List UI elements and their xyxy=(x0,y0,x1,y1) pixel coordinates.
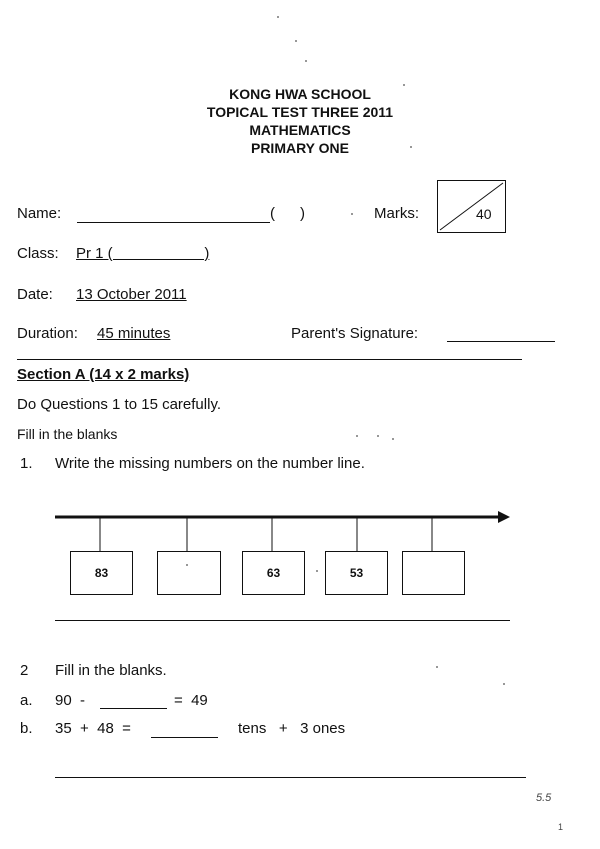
date-label: Date: xyxy=(17,286,53,303)
number-box-value: 83 xyxy=(94,566,109,580)
q2b-expression-start: 35 + 48 = xyxy=(55,720,131,737)
marks-total: 40 xyxy=(476,206,492,222)
q2b-label: b. xyxy=(20,720,33,737)
q2-number: 2 xyxy=(20,662,29,679)
name-label: Name: xyxy=(17,205,62,222)
duration-label: Duration: xyxy=(17,325,78,342)
school-name: KONG HWA SCHOOL xyxy=(229,86,371,102)
page-number: 1 xyxy=(558,822,564,832)
index-number-field[interactable]: ( ) xyxy=(270,205,305,222)
scan-speck xyxy=(356,435,358,437)
q2a-expression-end: = 49 xyxy=(174,692,208,709)
marks-diagonal xyxy=(438,181,505,232)
name-field[interactable] xyxy=(77,222,270,223)
q1-number: 1. xyxy=(20,455,33,472)
q2a-expression-start: 90 - xyxy=(55,692,86,709)
signature-label: Parent's Signature: xyxy=(291,325,419,342)
scan-speck xyxy=(295,40,297,42)
date-value: 13 October 2011 xyxy=(76,286,187,303)
subject-title: MATHEMATICS xyxy=(249,122,351,138)
header-divider xyxy=(17,359,522,360)
scan-speck xyxy=(277,16,279,18)
section-a-instruction: Do Questions 1 to 15 carefully. xyxy=(17,396,221,413)
scan-speck xyxy=(392,438,394,440)
fill-blanks-instruction: Fill in the blanks xyxy=(17,426,118,442)
class-field[interactable]: Pr 1 ( ) xyxy=(76,245,210,262)
q2-text: Fill in the blanks. xyxy=(55,662,167,679)
q2a-answer-blank[interactable] xyxy=(100,708,167,709)
q1-text: Write the missing numbers on the number line. xyxy=(55,455,365,472)
scan-speck xyxy=(377,435,379,437)
duration-value: 45 minutes xyxy=(97,325,171,342)
scan-speck xyxy=(186,564,188,566)
q2-answer-line xyxy=(55,777,526,778)
class-label: Class: xyxy=(17,245,59,262)
scan-speck xyxy=(316,570,318,572)
number-box-1 xyxy=(70,551,133,595)
q1-answer-line xyxy=(55,620,510,621)
number-box-3 xyxy=(242,551,305,595)
page-mark: 5.5 xyxy=(536,792,552,804)
number-box-value: 53 xyxy=(349,566,364,580)
scan-speck xyxy=(403,84,405,86)
signature-field[interactable] xyxy=(447,341,555,342)
number-box-value: 63 xyxy=(266,566,281,580)
number-box-5-blank[interactable] xyxy=(402,551,465,595)
scan-speck xyxy=(351,213,353,215)
number-box-4 xyxy=(325,551,388,595)
q2b-expression-end: tens + 3 ones xyxy=(238,720,346,737)
scan-speck xyxy=(305,60,307,62)
q2a-label: a. xyxy=(20,692,33,709)
number-box-2-blank[interactable] xyxy=(157,551,221,595)
level-title: PRIMARY ONE xyxy=(250,140,349,156)
marks-box[interactable] xyxy=(437,180,506,233)
section-a-heading: Section A (14 x 2 marks) xyxy=(17,366,190,383)
test-title: TOPICAL TEST THREE 2011 xyxy=(206,104,394,120)
scan-speck xyxy=(503,683,505,685)
marks-label: Marks: xyxy=(374,205,419,222)
scan-speck xyxy=(410,146,412,148)
q2b-answer-blank[interactable] xyxy=(151,737,218,738)
scan-speck xyxy=(436,666,438,668)
